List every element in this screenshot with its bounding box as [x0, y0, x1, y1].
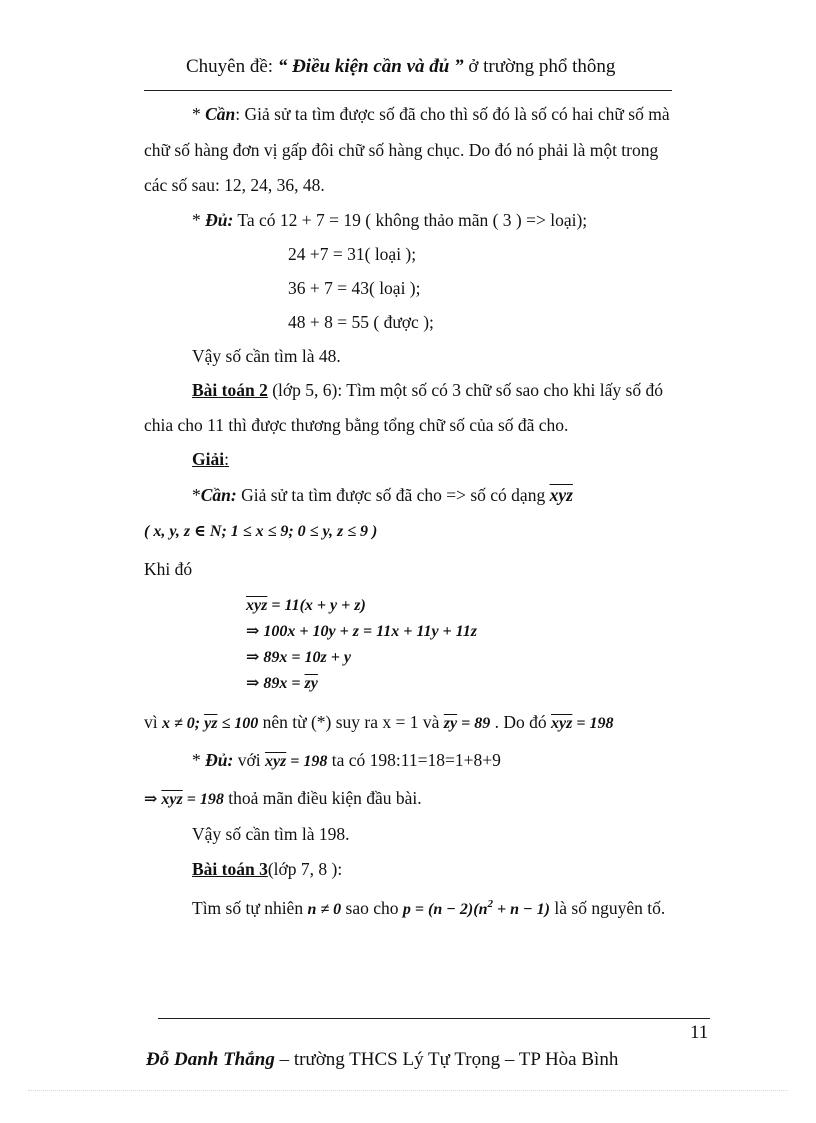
equation-line: ⇒ 100x + 10y + z = 11x + 11y + 11z	[246, 623, 477, 640]
page-header	[186, 54, 615, 80]
text-line: Vậy số cần tìm là 48.	[192, 346, 341, 366]
problem-3-heading: Bài toán 3(lớp 7, 8 ):	[192, 859, 343, 879]
text-line: *Cần: Giả sử ta tìm được số đã cho => số có dạng $\overline{xyz}$	[192, 485, 573, 505]
header-suffix: ở trường phổ thông	[463, 56, 616, 77]
text-line: 48 + 8 = 55 ( được );	[288, 312, 434, 332]
page-footer	[146, 1048, 618, 1072]
footer-rule	[158, 1018, 710, 1019]
header-prefix: Chuyên đề:	[186, 56, 278, 77]
text-line: * Đủ: Ta có 12 + 7 = 19 ( không thảo mãn ( 3 ) => loại);	[192, 210, 588, 230]
page-number: 11	[690, 1022, 709, 1043]
equation-line: ⇒ $89x = \overline{zy}$	[246, 675, 318, 692]
text-line: Khi đó	[144, 559, 193, 579]
text-line: * Đủ: với $\overline{xyz} = 198$ ta có 198:11=18=1+8+9	[192, 750, 501, 770]
solution-label: Giải:	[192, 449, 229, 469]
equation-line: $\overline{xyz} = 11(x + y + z)$	[246, 597, 366, 614]
text-line: các số sau: 12, 24, 36, 48.	[144, 175, 325, 195]
text-line: Vậy số cần tìm là 198.	[192, 824, 350, 844]
text-line: 24 +7 = 31( loại );	[288, 244, 417, 264]
text-line: ⇒ $\overline{xyz} = 198$ thoả mãn điều kiện đầu bài.	[144, 788, 422, 808]
text-line: Tìm số tự nhiên n ≠ 0 sao cho $p = (n - 2)(n^2 + n - 1)$ là số nguyên tố.	[192, 897, 666, 918]
equation-line: ⇒ 89x = 10z + y	[246, 649, 351, 666]
footer-rest: – trường THCS Lý Tự Trọng – TP Hòa Bình	[274, 1049, 619, 1070]
header-topic: “ Điều kiện cần và đủ ”	[277, 56, 464, 77]
footer-author: Đỗ Danh Thắng	[146, 1049, 275, 1070]
text-line: chữ số hàng đơn vị gấp đôi chữ số hàng chục. Do đó nó phải là một trong	[144, 140, 659, 160]
text-line: chia cho 11 thì được thương bằng tổng chữ số của số đã cho.	[144, 415, 569, 435]
condition-formula: ( x, y, z ∈ N; 1 ≤ x ≤ 9; 0 ≤ y, z ≤ 9 )	[144, 523, 378, 540]
text-line: vì x ≠ 0; $\overline{yz} \le 100$ nên từ (*) suy ra x = 1 và $\overline{zy} = 89$ . Do đó $\overline{xyz} = 198$	[144, 712, 614, 732]
text-line: 36 + 7 = 43( loại );	[288, 278, 421, 298]
text-line: * Cần: Giả sử ta tìm được số đã cho thì số đó là số có hai chữ số mà	[192, 104, 670, 124]
header-rule	[144, 90, 672, 91]
page-edge-divider	[28, 1090, 788, 1091]
problem-2-heading: Bài toán 2 (lớp 5, 6): Tìm một số có 3 chữ số sao cho khi lấy số đó	[192, 380, 663, 400]
